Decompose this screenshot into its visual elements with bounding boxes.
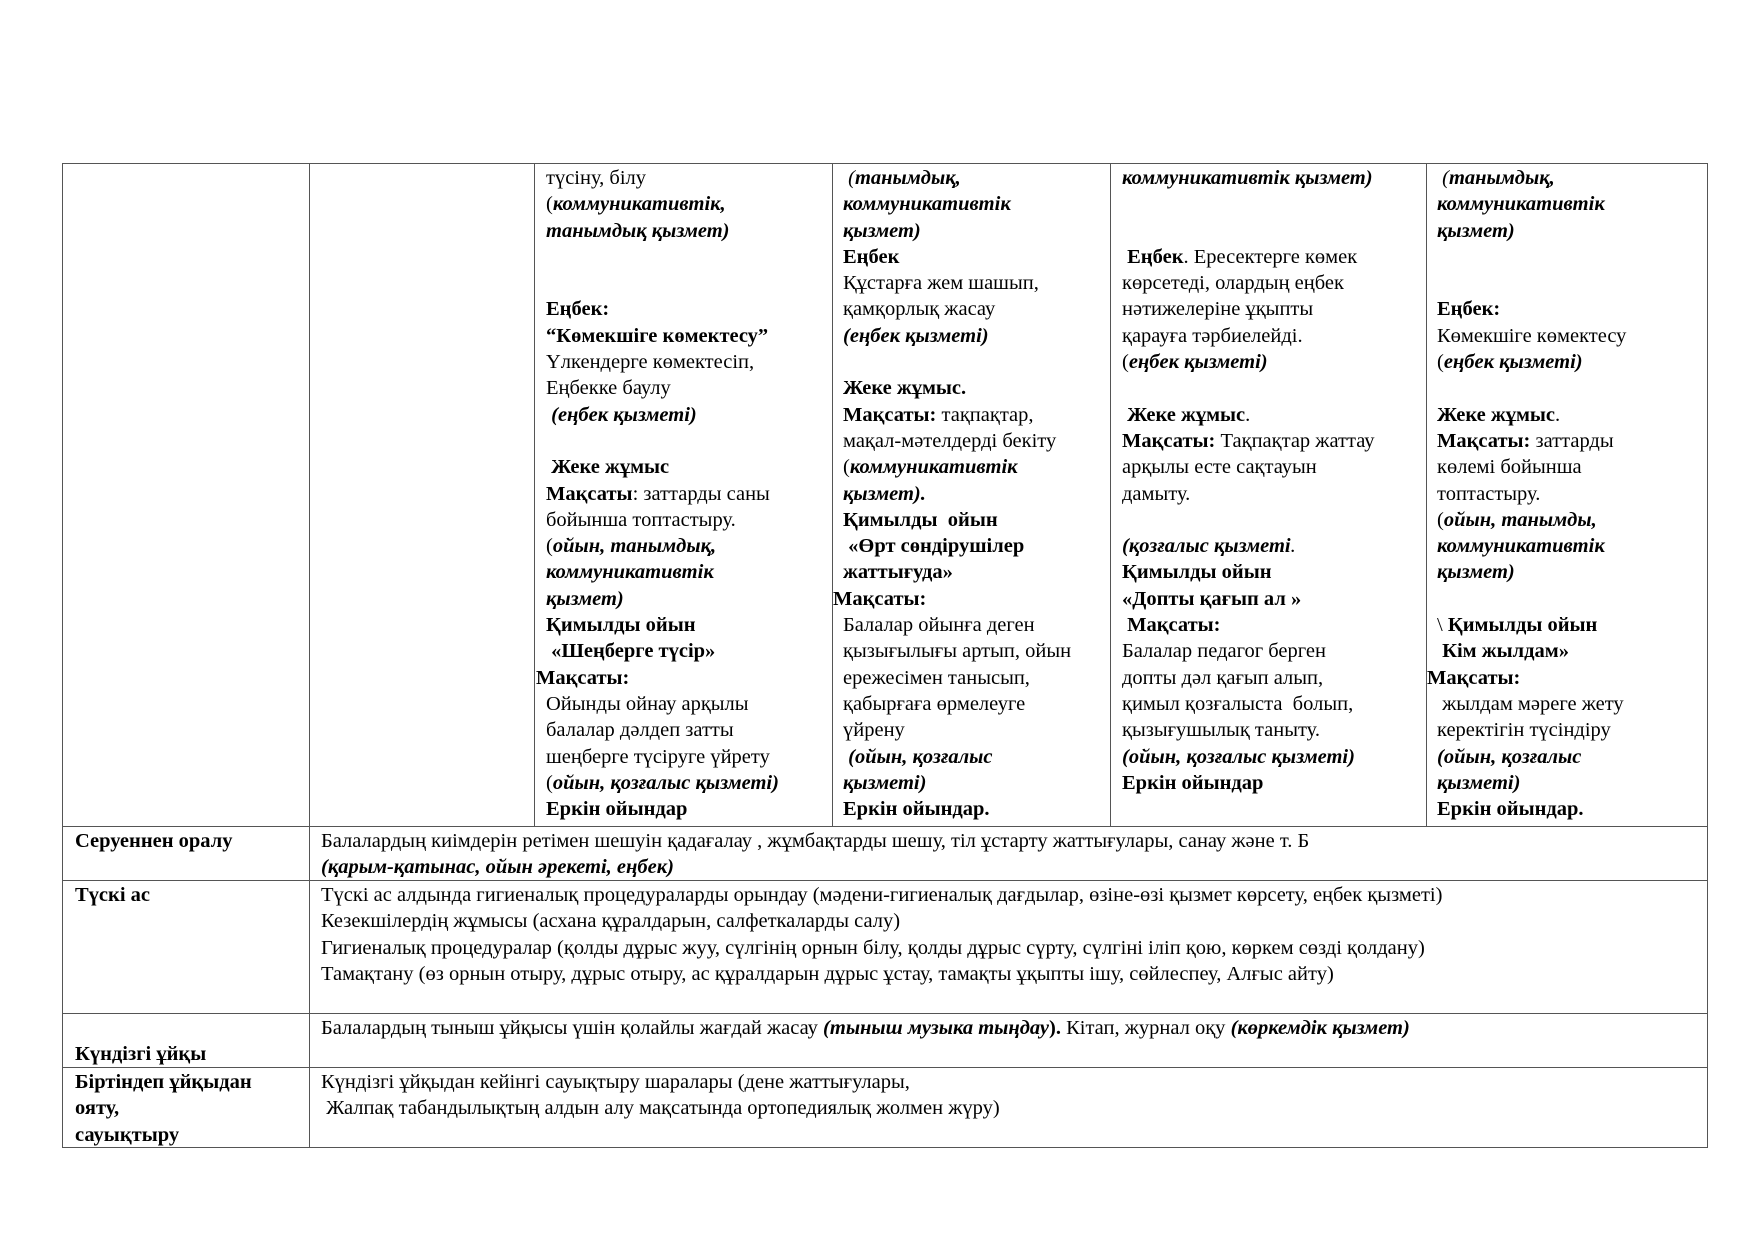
- text-run: \: [1437, 614, 1448, 637]
- text-line: [546, 796, 834, 822]
- text-line: [1437, 638, 1707, 664]
- text-line: [546, 638, 834, 664]
- column-divider: [534, 163, 535, 826]
- text-line: [546, 744, 834, 770]
- text-run: түсіну, білу: [546, 167, 647, 189]
- text-line: [1437, 744, 1707, 770]
- text-run: Ойынды ойнау арқылы: [546, 692, 749, 715]
- text-line: [1437, 218, 1707, 244]
- text-line: [843, 691, 1111, 717]
- text-line: [843, 533, 1111, 559]
- text-run: коммуникативтік,: [552, 193, 726, 216]
- text-run: «Допты қағып ал »: [1122, 587, 1302, 610]
- text-line: [546, 218, 834, 244]
- text-line: [1122, 559, 1428, 585]
- text-run: коммуникативтік: [1437, 193, 1605, 216]
- text-run: (еңбек қызметі): [843, 324, 989, 347]
- text-line: [321, 935, 1705, 961]
- text-line: [1122, 191, 1428, 217]
- text-run: Қимылды ойын: [546, 614, 696, 637]
- text-run: тақпақтар,: [936, 403, 1034, 426]
- text-line: [1437, 402, 1707, 428]
- text-run: (еңбек қызметі): [546, 403, 697, 426]
- text-line: [843, 244, 1111, 270]
- text-run: дамыту.: [1122, 482, 1191, 505]
- text-run: : заттарды саны: [632, 482, 770, 505]
- upper-cell-col6: [1427, 165, 1707, 822]
- text-run: Мақсаты:: [536, 666, 630, 689]
- text-run: Мақсаты:: [1122, 429, 1216, 452]
- text-run: Еңбек:: [1437, 298, 1501, 321]
- text-run: допты дәл қағып алып,: [1122, 666, 1324, 689]
- text-line: [546, 191, 834, 217]
- text-line: [321, 908, 1705, 934]
- text-line: [546, 691, 834, 717]
- text-line: [833, 586, 1111, 612]
- text-run: Балалар педагог берген: [1122, 640, 1326, 663]
- text-line: [1122, 244, 1428, 270]
- text-run: Еркін ойындар: [546, 798, 688, 821]
- text-line: [1122, 612, 1428, 638]
- text-run: . Ересектерге көмек: [1183, 245, 1358, 268]
- text-line: [321, 1015, 1705, 1041]
- text-run: қызметі): [1437, 771, 1521, 794]
- text-run: Гигиеналық процедуралар (қолды дұрыс жуу, сүлгінің орнын білу, қолды дұрыс сүрту, сүлгіні іліп қою, көркем сөзді қолдану): [321, 936, 1425, 959]
- table-border-right: [1707, 163, 1708, 1148]
- text-line: [843, 428, 1111, 454]
- upper-cell-col5: [1122, 165, 1428, 796]
- text-line: [1437, 165, 1707, 191]
- text-run: топтастыру.: [1437, 482, 1541, 505]
- text-run: қызмет): [1437, 219, 1515, 242]
- row-label-line: Түскі ас: [75, 884, 151, 906]
- text-run: ережесімен танысып,: [843, 666, 1030, 689]
- text-run: (: [1122, 351, 1129, 374]
- text-line: [1122, 533, 1428, 559]
- row-label-line: Серуеннен оралу: [75, 830, 233, 852]
- text-line: [546, 244, 834, 270]
- text-run: Кезекшілердің жұмысы (асхана құралдарын, салфеткаларды салу): [321, 910, 901, 933]
- text-run: (: [843, 456, 850, 479]
- text-line: [1122, 665, 1428, 691]
- text-line: [546, 165, 834, 191]
- text-run: Еңбекке баулу: [546, 377, 671, 400]
- text-line: [843, 323, 1111, 349]
- text-run: Қимылды ойын: [843, 508, 998, 531]
- text-run: Балалардың тыныш ұйқысы үшін қолайлы жағдай жасау: [321, 1017, 824, 1039]
- row-content-tuski-as: [321, 882, 1705, 987]
- text-line: [546, 270, 834, 296]
- text-line: [843, 296, 1111, 322]
- text-run: Еңбек: [1122, 245, 1184, 268]
- text-line: [843, 402, 1111, 428]
- row-label-seruennen-oralu: [75, 828, 307, 854]
- text-line: [321, 1069, 1705, 1095]
- text-run: қимыл қозғалыста болып,: [1122, 692, 1354, 715]
- text-line: [1437, 191, 1707, 217]
- text-line: [1122, 691, 1428, 717]
- text-line: [546, 296, 834, 322]
- text-run: жаттығуда»: [843, 561, 953, 584]
- text-line: [1437, 507, 1707, 533]
- text-run: қызмет): [546, 587, 624, 610]
- text-line: [536, 665, 834, 691]
- text-line: [843, 165, 1111, 191]
- text-run: .: [1245, 403, 1251, 426]
- row-label-birtindep-oyatu: [75, 1069, 307, 1148]
- text-run: коммуникативтік: [849, 456, 1018, 479]
- text-line: [1437, 375, 1707, 401]
- text-line: [1122, 428, 1428, 454]
- text-line: [321, 961, 1705, 987]
- text-line: [843, 270, 1111, 296]
- text-run: (қарым-қатынас, ойын әрекеті, еңбек): [321, 856, 674, 879]
- text-line: [843, 507, 1111, 533]
- text-line: [321, 1095, 1705, 1121]
- text-run: ойын, танымдық,: [552, 535, 717, 558]
- text-run: Жалпақ табандылықтың алдын алу мақсатында ортопедиялық жолмен жүру): [321, 1097, 1000, 1120]
- text-line: [321, 854, 1705, 880]
- text-run: коммуникативтік: [1437, 535, 1605, 558]
- text-run: (: [843, 167, 855, 189]
- text-run: Еркін ойындар.: [843, 798, 990, 821]
- text-run: (ойын, қозғалыс қызметі): [1122, 745, 1355, 768]
- text-run: Мақсаты:: [843, 403, 937, 426]
- text-line: [1437, 323, 1707, 349]
- text-run: Мақсаты:: [1122, 614, 1221, 637]
- text-line: [843, 638, 1111, 664]
- row-content-birtindep-oyatu: [321, 1069, 1705, 1122]
- text-line: [1122, 296, 1428, 322]
- upper-cell-col3: [536, 165, 834, 822]
- text-run: қызығылығы артып, ойын: [843, 640, 1072, 663]
- text-line: [1437, 296, 1707, 322]
- text-line: [1122, 349, 1428, 375]
- text-line: [546, 481, 834, 507]
- text-line: [1437, 717, 1707, 743]
- text-run: Үлкендерге көмектесіп,: [546, 351, 755, 374]
- text-line: [843, 612, 1111, 638]
- text-run: (тыныш музыка тыңдау: [823, 1017, 1049, 1039]
- text-run: қызмет): [843, 219, 921, 242]
- text-line: [843, 796, 1111, 822]
- text-run: арқылы есте сақтауын: [1122, 456, 1317, 479]
- text-run: үйрену: [843, 719, 905, 742]
- text-run: «Өрт сөндірушілер: [843, 535, 1025, 558]
- text-line: [843, 375, 1111, 401]
- text-run: (: [546, 771, 553, 794]
- text-line: [546, 323, 834, 349]
- text-run: Күндізгі ұйқыдан кейінгі сауықтыру шаралары (дене жаттығулары,: [321, 1071, 910, 1093]
- text-run: (: [1437, 167, 1449, 189]
- text-line: [1122, 165, 1428, 191]
- text-run: еңбек қызметі): [1128, 351, 1268, 374]
- text-run: көрсетеді, олардың еңбек: [1122, 272, 1344, 295]
- text-run: Кітап, журнал оқу: [1060, 1017, 1231, 1039]
- text-run: бойынша топтастыру.: [546, 508, 736, 531]
- text-run: Еркін ойындар: [1122, 771, 1264, 794]
- text-run: мақал-мәтелдерді бекіту: [843, 429, 1057, 452]
- text-line: [1122, 454, 1428, 480]
- text-run: қызығушылық таныту.: [1122, 719, 1320, 742]
- text-run: Жеке жұмыс: [1122, 403, 1246, 426]
- text-run: Балалар ойынға деген: [843, 614, 1035, 637]
- text-line: [546, 533, 834, 559]
- text-run: Еңбек:: [546, 298, 610, 321]
- text-run: Балалардың киімдерін ретімен шешуін қадағалау , жұмбақтарды шешу, тіл ұстарту жаттығулары, санау және т. Б: [321, 830, 1310, 852]
- text-run: (: [1437, 508, 1444, 531]
- text-run: Мақсаты:: [1427, 666, 1521, 689]
- text-run: заттарды: [1530, 429, 1614, 452]
- text-run: Мақсаты: [546, 482, 633, 505]
- text-run: Еркін ойындар.: [1437, 798, 1584, 821]
- text-line: [1437, 454, 1707, 480]
- text-line: [546, 612, 834, 638]
- text-run: Жеке жұмыс.: [843, 377, 967, 400]
- text-line: [1122, 744, 1428, 770]
- text-line: [1437, 586, 1707, 612]
- text-run: .: [1555, 403, 1561, 426]
- text-line: [1437, 796, 1707, 822]
- text-line: [546, 375, 834, 401]
- text-run: коммуникативтік қызмет): [1122, 167, 1373, 189]
- text-run: .: [1290, 535, 1296, 558]
- text-run: жылдам мәреге жету: [1437, 692, 1624, 715]
- text-line: [843, 454, 1111, 480]
- text-line: [1427, 665, 1707, 691]
- text-line: [843, 717, 1111, 743]
- text-run: Түскі ас алдында гигиеналық процедураларды орындау (мәдени-гигиеналық дағдылар, өзіне-өзі қызмет көрсету, еңбек қызметі): [321, 884, 1443, 906]
- text-line: [1437, 428, 1707, 454]
- text-line: [843, 665, 1111, 691]
- text-line: [1437, 533, 1707, 559]
- row-label-line: Күндізгі ұйқы: [75, 1043, 207, 1065]
- text-run: керектігін түсіндіру: [1437, 719, 1611, 742]
- text-line: [843, 744, 1111, 770]
- text-line: [1437, 270, 1707, 296]
- text-line: [1122, 481, 1428, 507]
- text-line: [1122, 586, 1428, 612]
- row-label-line: Біртіндеп ұйқыдан: [75, 1071, 252, 1093]
- text-line: [1122, 323, 1428, 349]
- text-run: (: [1437, 351, 1444, 374]
- text-run: қызмет).: [843, 482, 926, 505]
- text-run: Қимылды ойын: [1447, 614, 1598, 637]
- row-content-kunduzgi-uiqy: [321, 1015, 1705, 1041]
- text-run: еңбек қызметі): [1443, 351, 1583, 374]
- text-run: (: [546, 535, 553, 558]
- text-run: танымдық қызмет): [546, 219, 730, 242]
- text-line: [1437, 691, 1707, 717]
- text-line: [1122, 218, 1428, 244]
- text-run: (қозғалыс қызметі: [1122, 535, 1291, 558]
- text-line: [546, 770, 834, 796]
- text-line: [1122, 507, 1428, 533]
- text-line: [546, 349, 834, 375]
- text-line: [1122, 270, 1428, 296]
- text-line: [546, 507, 834, 533]
- text-run: «Шеңберге түсір»: [546, 640, 716, 663]
- text-line: [546, 717, 834, 743]
- text-run: Құстарға жем шашып,: [843, 272, 1039, 295]
- text-run: ойын, қозғалыс қызметі): [552, 771, 779, 794]
- text-run: Қимылды ойын: [1122, 561, 1272, 584]
- text-line: [1122, 402, 1428, 428]
- text-run: ).: [1049, 1017, 1061, 1039]
- text-run: Жеке жұмыс: [1437, 403, 1556, 426]
- text-run: Көмекшіге көмектесу: [1437, 324, 1627, 347]
- text-run: ойын, танымды,: [1443, 508, 1597, 531]
- text-line: [321, 828, 1705, 854]
- text-line: [1122, 717, 1428, 743]
- text-run: “Көмекшіге көмектесу”: [546, 324, 769, 347]
- row-label-line: сауықтыру: [75, 1123, 180, 1146]
- row-label-kunduzgi-uiqy: [75, 1041, 307, 1067]
- text-line: [1437, 612, 1707, 638]
- text-run: Кім жылдам»: [1437, 640, 1569, 663]
- text-run: (көркемдік қызмет): [1230, 1017, 1410, 1039]
- text-run: қарауға тәрбиелейді.: [1122, 324, 1303, 347]
- column-divider: [309, 163, 310, 1148]
- text-run: көлемі бойынша: [1437, 456, 1582, 479]
- text-line: [546, 402, 834, 428]
- row-content-seruennen-oralu: [321, 828, 1705, 881]
- text-run: (: [546, 193, 553, 216]
- text-run: Жеке жұмыс: [546, 456, 670, 479]
- text-line: [1122, 375, 1428, 401]
- text-line: [546, 454, 834, 480]
- text-line: [321, 882, 1705, 908]
- upper-cell-col4: [833, 165, 1111, 822]
- text-run: қызметі): [843, 771, 927, 794]
- text-line: [843, 481, 1111, 507]
- text-line: [843, 349, 1111, 375]
- text-run: коммуникативтік: [546, 561, 714, 584]
- text-run: Мақсаты:: [833, 587, 927, 610]
- text-run: (ойын, қозғалыс: [1437, 745, 1582, 768]
- text-line: [843, 191, 1111, 217]
- row-label-tuski-as: [75, 882, 307, 908]
- text-run: танымдық,: [854, 167, 961, 189]
- text-line: [843, 218, 1111, 244]
- text-line: [1122, 770, 1428, 796]
- table-border-left: [62, 163, 63, 1148]
- text-line: [546, 586, 834, 612]
- text-line: [1437, 481, 1707, 507]
- text-run: Тақпақтар жаттау: [1215, 429, 1375, 452]
- text-line: [1437, 244, 1707, 270]
- row-label-line: ояту,: [75, 1097, 120, 1120]
- text-run: (ойын, қозғалыс: [843, 745, 993, 768]
- text-line: [1122, 638, 1428, 664]
- text-run: Еңбек: [843, 245, 900, 268]
- text-line: [843, 559, 1111, 585]
- text-line: [546, 559, 834, 585]
- text-run: қабырғаға өрмелеуге: [843, 692, 1026, 715]
- text-run: шеңберге түсіруге үйрету: [546, 745, 770, 768]
- text-line: [546, 428, 834, 454]
- text-run: танымдық,: [1448, 167, 1555, 189]
- text-run: коммуникативтік: [843, 193, 1011, 216]
- text-line: [1437, 349, 1707, 375]
- text-line: [843, 770, 1111, 796]
- text-line: [1437, 559, 1707, 585]
- text-run: қамқорлық жасау: [843, 298, 996, 321]
- text-run: Тамақтану (өз орнын отыру, дұрыс отыру, ас құралдарын дұрыс ұстау, тамақты ұқыпты ішу, сөйлеспеу, Алғыс айту): [321, 962, 1334, 985]
- text-run: қызмет): [1437, 561, 1515, 584]
- text-run: Мақсаты:: [1437, 429, 1531, 452]
- text-run: балалар дәлдеп затты: [546, 719, 734, 742]
- text-run: нәтижелеріне ұқыпты: [1122, 298, 1314, 321]
- text-line: [1437, 770, 1707, 796]
